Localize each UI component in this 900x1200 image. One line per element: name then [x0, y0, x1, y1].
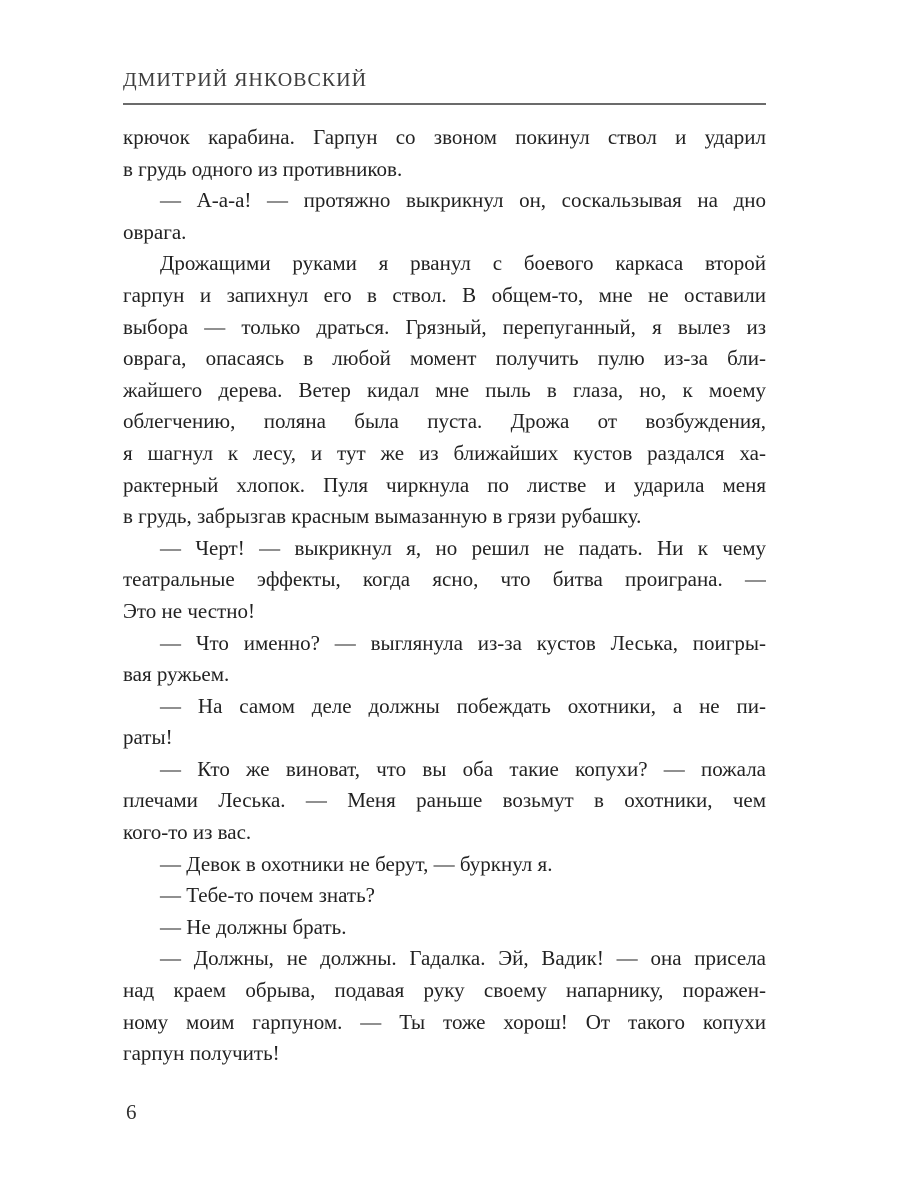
running-header: ДМИТРИЙ ЯНКОВСКИЙ	[123, 69, 368, 91]
text-line: я шагнул к лесу, и тут же из ближайших кустов раздался ха-	[123, 440, 766, 465]
text-line: облегчению, поляна была пуста. Дрожа от возбуждения,	[123, 409, 766, 434]
text-line: гарпун получить!	[123, 1041, 280, 1066]
text-line: в грудь одного из противников.	[123, 156, 403, 181]
paragraph	[123, 912, 766, 944]
text-line: в грудь, забрызгав красным вымазанную в грязи рубашку.	[123, 504, 642, 529]
text-line: выбора — только драться. Грязный, перепуганный, я вылез из	[123, 314, 766, 339]
paragraph	[123, 628, 766, 691]
text-line: ному моим гарпуном. — Ты тоже хорош! От такого копухи	[123, 1009, 766, 1034]
text-line: рактерный хлопок. Пуля чиркнула по листве и ударила меня	[123, 472, 766, 497]
text-line: жайшего дерева. Ветер кидал мне пыль в глаза, но, к моему	[123, 377, 766, 402]
text-line: театральные эффекты, когда ясно, что битва проиграна. —	[123, 567, 766, 592]
text-line: — Не должны брать.	[160, 914, 347, 939]
text-line: — Девок в охотники не берут, — буркнул я.	[160, 851, 553, 876]
page-number: 6	[126, 1100, 137, 1124]
text-line: плечами Леська. — Меня раньше возьмут в охотники, чем	[123, 788, 766, 813]
text-line: оврага, опасаясь в любой момент получить пулю из-за бли-	[123, 346, 766, 371]
text-line: — А-а-а! — протяжно выкрикнул он, соскальзывая на дно	[160, 188, 766, 213]
text-line: Дрожащими руками я рванул с боевого каркаса второй	[160, 251, 766, 276]
text-line: крючок карабина. Гарпун со звоном покинул ствол и ударил	[123, 125, 766, 149]
text-line: раты!	[123, 725, 173, 750]
header-rule	[123, 103, 766, 105]
text-line: — Тебе-то почем знать?	[160, 883, 375, 908]
paragraph	[123, 943, 766, 1069]
text-line: — На самом деле должны побеждать охотники, а не пи-	[160, 693, 766, 718]
paragraph	[123, 880, 766, 912]
paragraph	[123, 122, 766, 185]
text-line: — Черт! — выкрикнул я, но решил не падать. Ни к чему	[160, 535, 766, 560]
paragraph	[123, 185, 766, 248]
text-line: гарпун и запихнул его в ствол. В общем-то, мне не оставили	[123, 282, 766, 307]
paragraph	[123, 849, 766, 881]
page-header	[123, 68, 766, 105]
text-line: оврага.	[123, 219, 187, 244]
paragraph	[123, 248, 766, 532]
text-line: — Кто же виноват, что вы оба такие копухи? — пожала	[160, 756, 766, 781]
text-line: вая ружьем.	[123, 662, 230, 687]
text-line: кого-то из вас.	[123, 820, 252, 845]
body-text	[123, 122, 766, 1070]
text-line: — Что именно? — выглянула из-за кустов Леська, поигры-	[160, 630, 766, 655]
paragraph	[123, 533, 766, 628]
text-line: над краем обрыва, подавая руку своему напарнику, поражен-	[123, 978, 766, 1003]
paragraph	[123, 691, 766, 754]
text-line: — Должны, не должны. Гадалка. Эй, Вадик! — она присела	[160, 946, 766, 971]
text-line: Это не честно!	[123, 598, 255, 623]
paragraph	[123, 754, 766, 849]
